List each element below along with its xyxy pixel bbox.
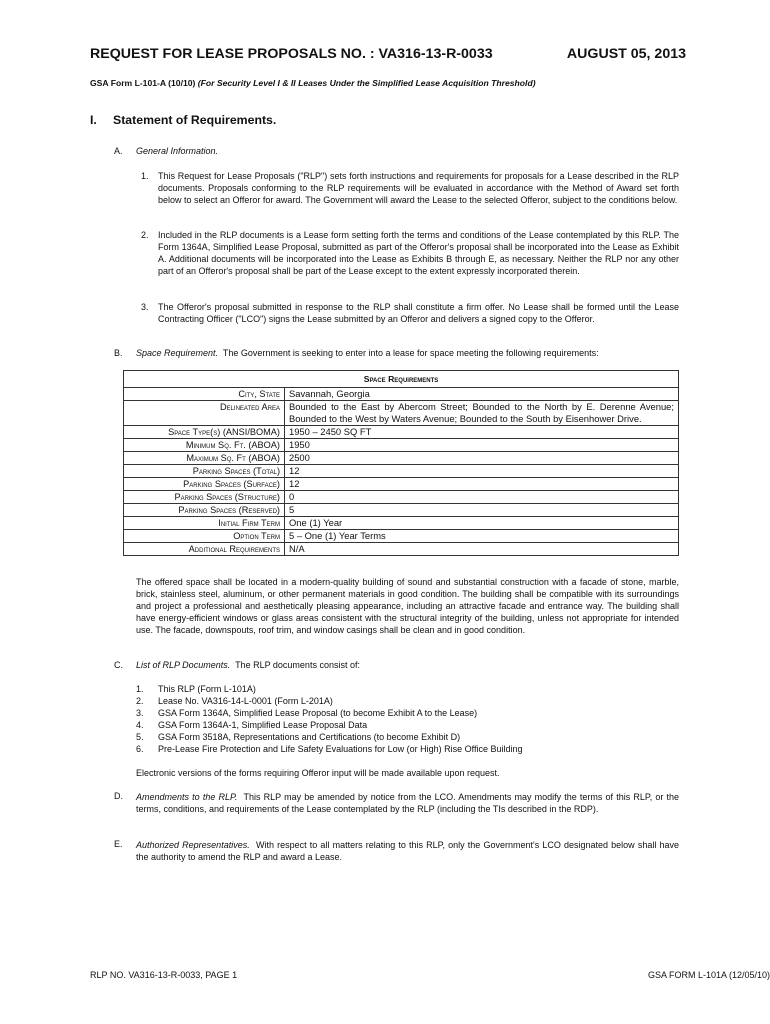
requirement-label: Minimum Sq. Ft. (ABOA) [124,439,285,452]
paragraph-a3 [141,301,679,325]
subsection-letter-c: C. [114,660,123,670]
item-number: 6. [136,744,144,754]
paragraph-d [136,791,679,815]
subsection-heading-b [136,348,599,358]
table-row [124,504,679,517]
subsection-letter-d: D. [114,791,123,801]
heading-text: List of RLP Documents. [136,660,231,670]
paragraph-c-note: Electronic versions of the forms requiring Offeror input will be made available upon request. [136,768,500,778]
requirement-value: Bounded to the East by Abercom Street; Bounded to the North by E. Derenne Avenue; Bounded to the West by Waters Avenue; Bounded to the South by Eisenhower Drive. [285,401,679,426]
item-text: Pre-Lease Fire Protection and Life Safety Evaluations for Low (or High) Rise Office Building [158,744,523,754]
requirement-value: 1950 – 2450 SQ FT [285,426,679,439]
paragraph-a2 [141,229,679,277]
subsection-letter-e: E. [114,839,123,849]
item-number: 1. [136,684,144,694]
heading-text: General Information. [136,146,219,156]
table-row [124,439,679,452]
requirement-label: Space Type(s) (ANSI/BOMA) [124,426,285,439]
item-text: This RLP (Form L-101A) [158,684,256,694]
item-text: The Offeror's proposal submitted in response to the RLP shall constitute a firm offer. No Lease shall be formed until the Lease Contracting Officer ("LCO") signs the Lease submitted by an Offeror and delivers a signed copy to the Offeror. [158,302,679,324]
table-row [124,543,679,556]
table-row [124,517,679,530]
heading-intro: The Government is seeking to enter into a lease for space meeting the following requirements: [222,348,599,358]
heading-text: Authorized Representatives. [136,840,250,850]
item-text: GSA Form 1364A, Simplified Lease Proposal (to become Exhibit A to the Lease) [158,708,478,718]
footer-left: RLP NO. VA316-13-R-0033, PAGE 1 [90,970,238,980]
requirement-label: Parking Spaces (Reserved) [124,504,285,517]
requirement-label: Maximum Sq. Ft (ABOA) [124,452,285,465]
table-title: Space Requirements [124,371,679,388]
paragraph-text: This RLP may be amended by notice from the LCO. Amendments may modify the terms of this RLP, or the terms, conditions, and requirements of the Lease contemplated by the RLP (including the TIs described in the RDP). [136,792,679,814]
section-number: I. [90,113,97,127]
item-text: GSA Form 1364A-1, Simplified Lease Proposal Data [158,720,368,730]
item-number: 5. [136,732,144,742]
requirement-value: 2500 [285,452,679,465]
heading-intro: The RLP documents consist of: [235,660,360,670]
table-row [124,491,679,504]
requirement-label: Initial Firm Term [124,517,285,530]
paragraph-b-description: The offered space shall be located in a modern-quality building of sound and substantial construction with a facade of stone, marble, brick, stainless steel, aluminum, or other permanent materials in good condition. The building shall be compatible with its surroundings and project a professional and aesthetically pleasing appearance, including an attractive facade and entrance way. The building shall have energy-efficient windows or glass areas consistent with the structural integrity of the building, unless not appropriate for intended use. The facade, downspouts, roof trim, and window casings shall be clean and in good condition. [136,577,679,635]
table-row [124,478,679,491]
subsection-heading-c [136,660,360,670]
requirement-label: Option Term [124,530,285,543]
rfp-title: REQUEST FOR LEASE PROPOSALS NO. : VA316-13-R-0033 [90,46,493,62]
table-row [124,530,679,543]
subsection-letter-b: B. [114,348,123,358]
footer-right: GSA FORM L-101A (12/05/10) [647,970,770,980]
requirement-value: 1950 [285,439,679,452]
item-text: This Request for Lease Proposals ("RLP") sets forth instructions and requirements for proposals for a Lease described in the RLP documents. Proposals conforming to the RLP requirements will be evaluated in accordance with the Method of Award set forth below to select an Offeror for award. The Government will award the Lease to the selected Offeror, subject to the conditions below. [158,171,679,205]
form-number: GSA Form L-101-A (10/10) [90,78,196,88]
paragraph-e [136,839,679,863]
item-number: 4. [136,720,144,730]
table-body [124,388,679,556]
requirement-label: Delineated Area [124,401,285,426]
subsection-letter-a: A. [114,146,123,156]
requirement-value: Savannah, Georgia [285,388,679,401]
table-row [124,388,679,401]
space-requirements-table [123,370,679,556]
requirement-label: Parking Spaces (Surface) [124,478,285,491]
requirement-value: One (1) Year [285,517,679,530]
form-line [90,78,536,88]
subsection-heading-a [136,146,218,156]
table-header-row [124,371,679,388]
requirement-label: Parking Spaces (Structure) [124,491,285,504]
table-row [124,452,679,465]
requirement-value: 12 [285,478,679,491]
heading-text: Amendments to the RLP. [136,792,238,802]
table-row [124,401,679,426]
requirement-label: City, State [124,388,285,401]
form-note: (For Security Level I & II Leases Under the Simplified Lease Acquisition Threshold) [197,78,536,88]
item-text: Included in the RLP documents is a Lease form setting forth the terms and conditions of the Lease contemplated by this RLP. The Form 1364A, Simplified Lease Proposal, submitted as part of the Offeror's proposal shall be incorporated into the Lease as Exhibit A. Additional documents will be incorporated into the Lease as Exhibits B through E, as necessary. Neither the RLP nor any other part of an Offeror's proposal shall be part of the Lease except to the extent expressly incorporated therein. [158,230,679,276]
rfp-date: AUGUST 05, 2013 [566,46,686,62]
section-title: Statement of Requirements. [113,113,277,127]
requirement-value: 12 [285,465,679,478]
requirement-label: Parking Spaces (Total) [124,465,285,478]
item-number: 2. [136,696,144,706]
item-number: 1. [141,171,149,181]
paragraph-a1 [141,170,679,206]
heading-text: Space Requirement. [136,348,219,358]
requirement-value: 0 [285,491,679,504]
requirement-label: Additional Requirements [124,543,285,556]
table-row [124,426,679,439]
paragraph-text: With respect to all matters relating to this RLP, only the Government's LCO designated below shall have the authority to amend the RLP and award a Lease. [136,840,679,862]
requirement-value: N/A [285,543,679,556]
item-text: Lease No. VA316-14-L-0001 (Form L-201A) [158,696,333,706]
item-number: 3. [136,708,144,718]
requirement-value: 5 – One (1) Year Terms [285,530,679,543]
item-number: 3. [141,302,149,312]
requirement-value: 5 [285,504,679,517]
item-number: 2. [141,230,149,240]
item-text: GSA Form 3518A, Representations and Certifications (to become Exhibit D) [158,732,461,742]
table-row [124,465,679,478]
